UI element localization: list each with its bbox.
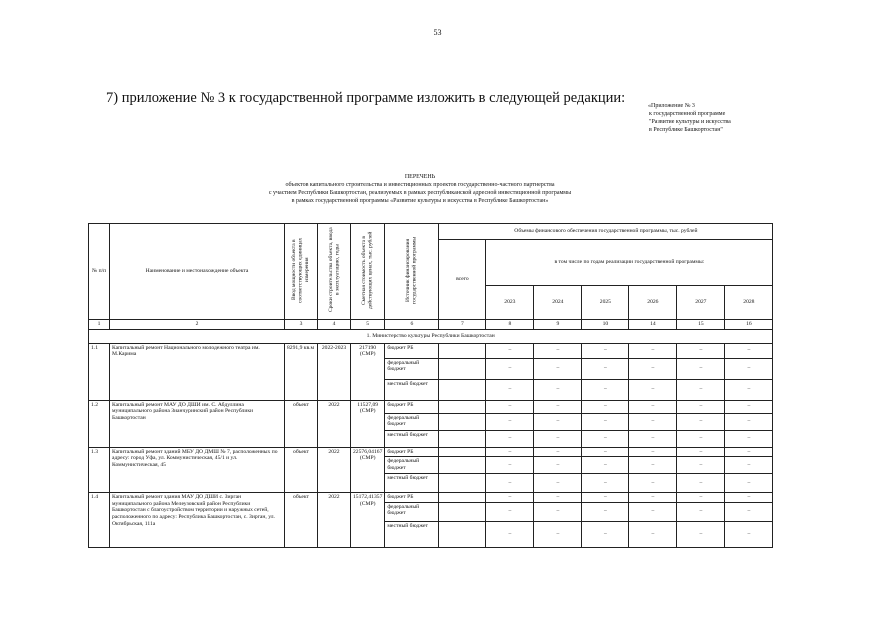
cell-total (439, 502, 486, 521)
header-by-years: в том числе по годам реализации государственной программы: (486, 240, 773, 286)
cell-total (439, 379, 486, 400)
cell-value: – (534, 502, 582, 521)
row-source: федеральный бюджет (385, 457, 439, 474)
cell-value: – (725, 447, 773, 457)
title-line: ПЕРЕЧЕНЬ (404, 174, 436, 180)
cell-value: – (534, 358, 582, 379)
column-number: 16 (725, 320, 773, 330)
row-source: местный бюджет (385, 430, 439, 447)
row-number: 1.1 (89, 343, 110, 400)
cell-value: – (582, 379, 629, 400)
investment-objects-table (88, 223, 773, 548)
cell-value: – (629, 457, 677, 474)
cell-value: – (725, 430, 773, 447)
cell-value: – (534, 457, 582, 474)
header-year: 2024 (534, 286, 582, 320)
row-number: 1.2 (89, 400, 110, 447)
column-number: 3 (285, 320, 318, 330)
cell-value: – (725, 343, 773, 358)
cell-value: – (582, 413, 629, 430)
column-number: 4 (318, 320, 351, 330)
cell-value: – (486, 379, 534, 400)
cell-value: – (677, 400, 725, 413)
column-number: 15 (677, 320, 725, 330)
cell-value: – (629, 413, 677, 430)
cell-total (439, 474, 486, 493)
row-source: местный бюджет (385, 379, 439, 400)
cell-total (439, 358, 486, 379)
header-year: 2028 (725, 286, 773, 320)
cell-value: – (486, 474, 534, 493)
cell-value: – (534, 447, 582, 457)
cell-value: – (486, 457, 534, 474)
cell-value: – (582, 447, 629, 457)
cell-value: – (534, 379, 582, 400)
header-year: 2023 (486, 286, 534, 320)
cell-value: – (677, 493, 725, 503)
row-capacity: 8291,9 кв.м (285, 343, 318, 400)
cell-value: – (725, 502, 773, 521)
cell-value: – (582, 502, 629, 521)
section-title: 1. Министерство культуры Республики Башкортостан (89, 329, 773, 343)
row-cost: 217190 (СМР) (351, 343, 385, 400)
appendix-line: в Республике Башкортостан" (649, 127, 723, 133)
header-funding: Объемы финансового обеспечения государственной программы, тыс. рублей (439, 224, 773, 240)
cell-value: – (677, 457, 725, 474)
cell-value: – (582, 430, 629, 447)
cell-value: – (534, 343, 582, 358)
cell-value: – (725, 400, 773, 413)
column-number: 8 (486, 320, 534, 330)
cell-total (439, 413, 486, 430)
cell-total (439, 447, 486, 457)
column-number: 10 (582, 320, 629, 330)
cell-value: – (677, 447, 725, 457)
row-object-name: Капитальный ремонт зданий МБУ ДО ДМШ № 7, расположенных по адресу: город Уфа, ул. Коммунистическая, 45/1 и ул. Коммунистическая, 45 (110, 447, 285, 493)
row-cost: 15172,41357 (СМР) (351, 493, 385, 548)
cell-total (439, 343, 486, 358)
document-heading: 7) приложение № 3 к государственной программе изложить в следующей редакции: (106, 90, 626, 106)
header-year: 2025 (582, 286, 629, 320)
cell-value: – (677, 502, 725, 521)
cell-value: – (534, 474, 582, 493)
cell-value: – (582, 358, 629, 379)
cell-value: – (629, 447, 677, 457)
cell-value: – (677, 358, 725, 379)
cell-total (439, 521, 486, 547)
cell-value: – (582, 343, 629, 358)
cell-total (439, 430, 486, 447)
cell-value: – (629, 474, 677, 493)
cell-value: – (486, 493, 534, 503)
cell-total (439, 493, 486, 503)
cell-value: – (582, 521, 629, 547)
cell-value: – (677, 474, 725, 493)
header-cost: Сметная стоимость объекта в действующих ценах, тыс. рублей (351, 224, 385, 320)
row-source: федеральный бюджет (385, 502, 439, 521)
cell-value: – (629, 343, 677, 358)
appendix-line: «Приложение № 3 (648, 103, 695, 109)
cell-value: – (486, 502, 534, 521)
row-period: 2022-2023 (318, 343, 351, 400)
row-source: бюджет РБ (385, 400, 439, 413)
cell-total (439, 400, 486, 413)
row-cost: 11527,09 (СМР) (351, 400, 385, 447)
row-source: федеральный бюджет (385, 358, 439, 379)
cell-value: – (677, 379, 725, 400)
row-object-name: Капитальный ремонт Национального молодежного театра им. М.Карима (110, 343, 285, 400)
title-line: объектов капитального строительства и инвестиционных проектов государственно-частного партнерства (285, 182, 555, 188)
cell-value: – (486, 358, 534, 379)
row-source: бюджет РБ (385, 343, 439, 358)
cell-value: – (725, 493, 773, 503)
header-source: Источник финансирования государственной программы (385, 224, 439, 320)
cell-value: – (534, 400, 582, 413)
cell-value: – (486, 430, 534, 447)
column-numbers-row (89, 320, 773, 330)
row-source: бюджет РБ (385, 447, 439, 457)
cell-value: – (582, 474, 629, 493)
row-capacity: объект (285, 493, 318, 548)
header-num: № п/п (89, 224, 110, 320)
cell-value: – (677, 413, 725, 430)
cell-value: – (725, 457, 773, 474)
cell-value: – (629, 400, 677, 413)
cell-value: – (677, 343, 725, 358)
cell-value: – (725, 358, 773, 379)
header-year: 2027 (677, 286, 725, 320)
title-line: с участием Республики Башкортостан, реализуемых в рамках республиканской адресной инвестиционной программы (268, 190, 572, 196)
table-row (89, 400, 773, 413)
cell-value: – (486, 447, 534, 457)
row-number: 1.4 (89, 493, 110, 548)
cell-value: – (677, 521, 725, 547)
row-source: местный бюджет (385, 474, 439, 493)
appendix-line: к государственной программе (649, 111, 726, 117)
row-period: 2022 (318, 400, 351, 447)
cell-value: – (534, 413, 582, 430)
table-row (89, 343, 773, 358)
column-number: 7 (439, 320, 486, 330)
row-object-name: Капитальный ремонт МАУ ДО ДШИ им. С. Абдуллина муниципального района Зианчуринский район Республики Башкортостан (110, 400, 285, 447)
cell-value: – (582, 400, 629, 413)
cell-total (439, 457, 486, 474)
cell-value: – (486, 400, 534, 413)
row-period: 2022 (318, 493, 351, 548)
table-row (89, 493, 773, 503)
cell-value: – (486, 413, 534, 430)
cell-value: – (486, 343, 534, 358)
row-object-name: Капитальный ремонт здания МАУ ДО ДШИ с. Зирган муниципального района Мелеузовский район Республики Башкортостан с благоустройством территории и наружных сетей, расположенного по адресу: Республика Башкортостан, с. Зирган, ул. Октябрьская, 111а (110, 493, 285, 548)
title-line: в рамках государственной программы «Развитие культуры и искусства в Республике Башкортостан» (291, 198, 549, 204)
row-source: местный бюджет (385, 521, 439, 547)
cell-value: – (534, 521, 582, 547)
cell-value: – (629, 493, 677, 503)
table-row (89, 447, 773, 457)
cell-value: – (534, 430, 582, 447)
document-title (220, 173, 620, 205)
column-number: 6 (385, 320, 439, 330)
row-capacity: объект (285, 400, 318, 447)
cell-value: – (629, 521, 677, 547)
header-year: 2026 (629, 286, 677, 320)
cell-value: – (486, 521, 534, 547)
cell-value: – (534, 493, 582, 503)
appendix-note (648, 102, 798, 134)
row-capacity: объект (285, 447, 318, 493)
cell-value: – (725, 521, 773, 547)
cell-value: – (629, 430, 677, 447)
row-period: 2022 (318, 447, 351, 493)
cell-value: – (725, 413, 773, 430)
column-number: 1 (89, 320, 110, 330)
cell-value: – (582, 457, 629, 474)
cell-value: – (725, 379, 773, 400)
header-period: Сроки строительства объекта, ввода в эксплуатацию, годы (318, 224, 351, 320)
column-number: 9 (534, 320, 582, 330)
appendix-line: "Развитие культуры и искусства (649, 119, 731, 125)
header-name: Наименование и местонахождение объекта (110, 224, 285, 320)
header-total: всего (439, 240, 486, 320)
cell-value: – (582, 493, 629, 503)
row-source: федеральный бюджет (385, 413, 439, 430)
header-capacity: Ввод мощности объекта в соответствующих единицах измерения (285, 224, 318, 320)
cell-value: – (629, 358, 677, 379)
column-number: 2 (110, 320, 285, 330)
cell-value: – (677, 430, 725, 447)
cell-value: – (725, 474, 773, 493)
cell-value: – (629, 502, 677, 521)
row-source: бюджет РБ (385, 493, 439, 503)
column-number: 14 (629, 320, 677, 330)
page-number: 53 (433, 28, 442, 37)
column-number: 5 (351, 320, 385, 330)
row-cost: 22576,04167 (СМР) (351, 447, 385, 493)
row-number: 1.3 (89, 447, 110, 493)
cell-value: – (629, 379, 677, 400)
